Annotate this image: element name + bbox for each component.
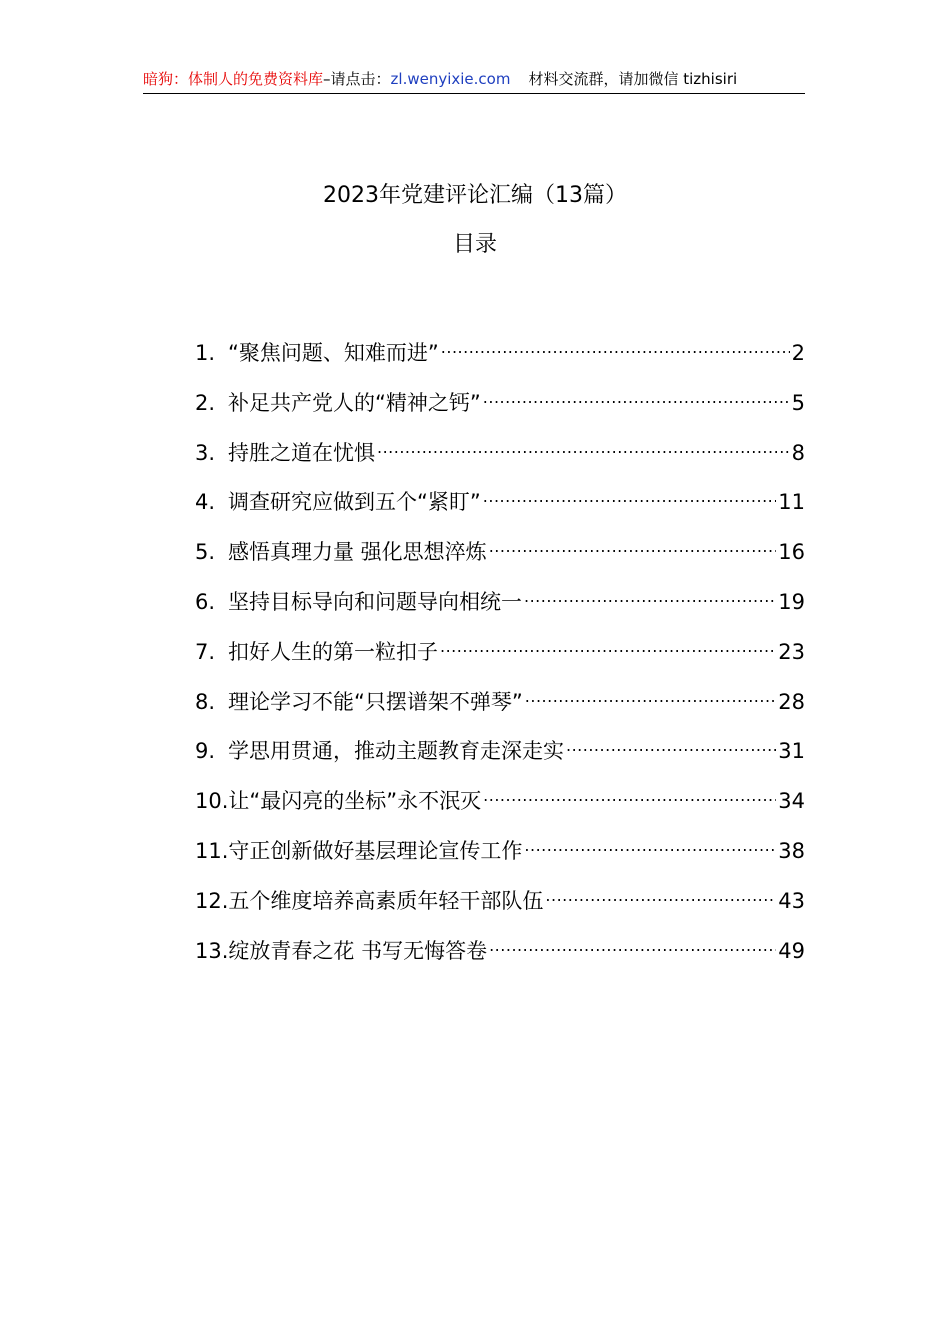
toc-entry-title: 理论学习不能“只摆谱架不弹琴”	[228, 689, 523, 714]
toc-entry-number: 7.	[195, 639, 216, 664]
header-link-prefix: –请点击：	[323, 70, 391, 88]
toc-dot-leader	[566, 728, 776, 758]
toc-entry[interactable]	[195, 928, 805, 978]
toc-entry-page-number: 11	[778, 490, 805, 515]
toc-entry-page-number: 8	[791, 440, 805, 465]
toc-dot-leader	[489, 529, 777, 559]
toc-entry-number: 13.	[195, 938, 229, 963]
toc-entry-number: 8.	[195, 689, 216, 714]
toc-entry-page-number: 28	[778, 689, 805, 714]
toc-entry-page-number: 49	[778, 938, 805, 963]
toc-entry-number: 10.	[195, 789, 229, 814]
toc-dot-leader	[483, 778, 776, 808]
toc-entry-number: 9.	[195, 739, 216, 764]
toc-entry-page-number: 23	[778, 639, 805, 664]
toc-entry-title: 扣好人生的第一粒扣子	[228, 639, 438, 664]
toc-entry-page-number: 34	[778, 789, 805, 814]
toc-entry-page-number: 19	[778, 589, 805, 614]
toc-entry-number: 6.	[195, 589, 216, 614]
toc-entry[interactable]	[195, 479, 805, 529]
toc-entry[interactable]	[195, 679, 805, 729]
toc-dot-leader	[545, 878, 776, 908]
toc-entry[interactable]	[195, 330, 805, 380]
toc-entry[interactable]	[195, 629, 805, 679]
toc-entry-title: 守正创新做好基层理论宣传工作	[228, 838, 523, 863]
toc-entry-page-number: 43	[778, 888, 805, 913]
toc-dot-leader	[524, 828, 776, 858]
toc-entry-title: 坚持目标导向和问题导向相统一	[228, 589, 522, 614]
table-of-contents	[195, 330, 805, 977]
toc-entry-title: 感悟真理力量 强化思想淬炼	[228, 540, 487, 565]
toc-dot-leader	[489, 928, 776, 958]
toc-entry-number: 11.	[195, 838, 229, 863]
toc-entry[interactable]	[195, 529, 805, 579]
toc-entry-page-number: 16	[778, 540, 805, 565]
toc-dot-leader	[525, 679, 777, 709]
toc-entry[interactable]	[195, 380, 805, 430]
toc-dot-leader	[377, 430, 790, 460]
toc-entry-number: 1.	[195, 341, 216, 365]
toc-dot-leader	[440, 629, 776, 659]
toc-entry-title: 学思用贯通，推动主题教育走深走实	[228, 739, 564, 764]
toc-entry-number: 3.	[195, 440, 216, 465]
toc-entry-page-number: 31	[778, 739, 805, 764]
toc-dot-leader	[483, 380, 790, 410]
header-brand-text: 暗狗：体制人的免费资料库	[143, 70, 324, 88]
toc-dot-leader	[441, 330, 790, 360]
toc-entry-page-number: 2	[791, 341, 805, 365]
toc-entry-page-number: 38	[778, 838, 805, 863]
toc-entry-page-number: 5	[791, 390, 805, 415]
toc-entry[interactable]	[195, 579, 805, 629]
toc-entry-number: 2.	[195, 390, 216, 415]
toc-entry[interactable]	[195, 728, 805, 778]
toc-heading: 目录	[452, 232, 497, 257]
document-title: 2023年党建评论汇编（13篇）	[323, 183, 627, 208]
toc-entry-title: “聚焦问题、知难而进”	[228, 341, 439, 365]
toc-entry-title: 调查研究应做到五个“紧盯”	[228, 490, 481, 515]
toc-entry-title: 五个维度培养高素质年轻干部队伍	[228, 888, 544, 913]
toc-entry[interactable]	[195, 828, 805, 878]
toc-entry-title: 持胜之道在忧惧	[228, 440, 375, 465]
header-contact-text: 材料交流群，请加微信 tizhisiri	[528, 70, 738, 88]
toc-entry-number: 4.	[195, 490, 216, 515]
page-header	[143, 66, 805, 94]
toc-entry-number: 5.	[195, 540, 216, 565]
toc-dot-leader	[524, 579, 776, 609]
toc-entry[interactable]	[195, 778, 805, 828]
toc-entry-number: 12.	[195, 888, 229, 913]
toc-dot-leader	[483, 479, 777, 509]
header-url-link[interactable]: zl.wenyixie.com	[390, 70, 511, 88]
toc-entry[interactable]	[195, 430, 805, 480]
toc-entry-title: 补足共产党人的“精神之钙”	[228, 390, 481, 415]
toc-entry-title: 让“最闪亮的坐标”永不泯灭	[228, 789, 482, 814]
toc-entry-title: 绽放青春之花 书写无悔答卷	[228, 938, 488, 963]
toc-entry[interactable]	[195, 878, 805, 928]
